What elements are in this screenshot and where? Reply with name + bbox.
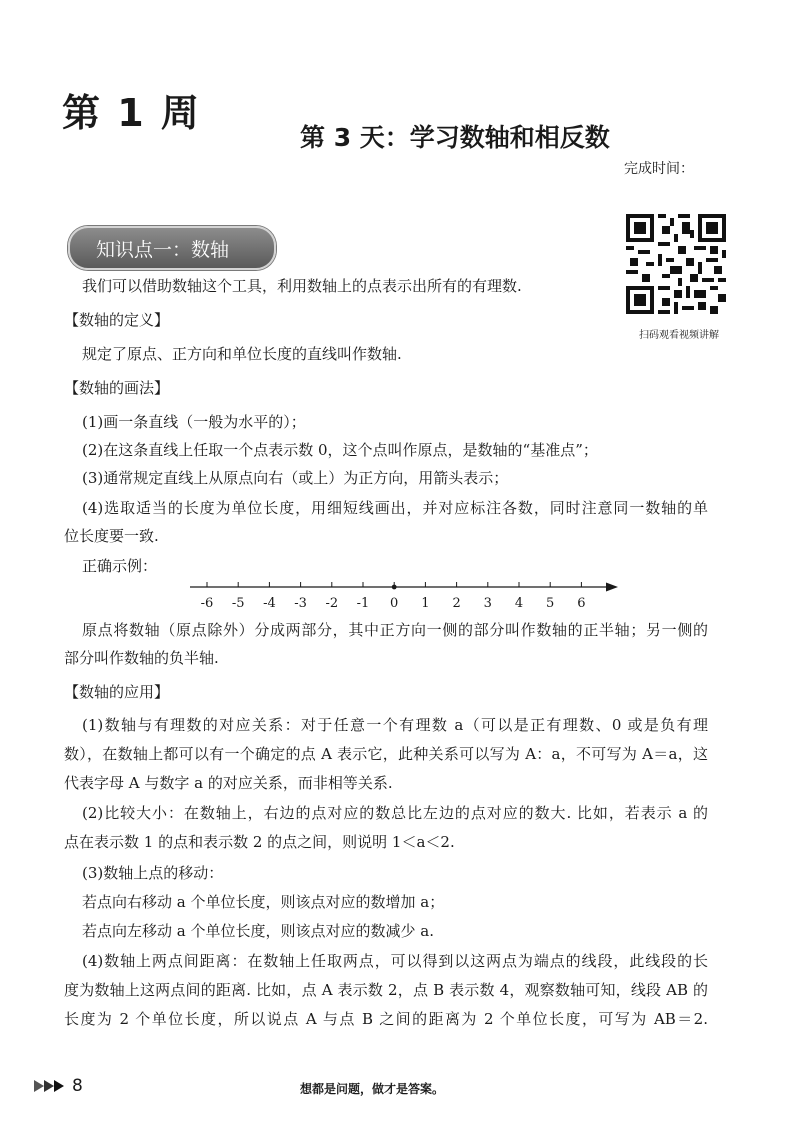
number-line-tick-label: -3 — [294, 596, 307, 611]
origin-point — [392, 585, 397, 590]
app-3-right-move: 若点向右移动 a 个单位长度，则该点对应的数增加 a； — [82, 893, 445, 911]
app-4-line-2: 度为数轴上这两点间的距离. 比如，点 A 表示数 2，点 B 表示数 4，观察数轴可知，线段 AB 的 — [64, 981, 708, 999]
number-line-tick-label: -5 — [231, 596, 245, 611]
number-line-tick-label: 4 — [514, 596, 524, 611]
app-4-line-3: 长度为 2 个单位长度，所以说点 A 与点 B 之间的距离为 2 个单位长度，可写为 AB＝2. — [64, 1010, 708, 1028]
section-header — [68, 226, 276, 270]
app-1-line-3: 代表字母 A 与数字 a 的对应关系，而非相等关系. — [64, 774, 393, 792]
drawing-step-4-line-2: 位长度要一致. — [64, 527, 159, 545]
app-4-line-1: (4)数轴上两点间距离：在数轴上任取两点，可以得到以这两点为端点的线段，此线段的长 — [82, 952, 708, 970]
halves-line-1: 原点将数轴（原点除外）分成两部分，其中正方向一侧的部分叫作数轴的正半轴；另一侧的 — [82, 621, 708, 639]
app-3-heading: (3)数轴上点的移动： — [82, 864, 224, 882]
day-title: 第 3 天：学习数轴和相反数 — [300, 123, 610, 152]
week-title: 第 1 周 — [62, 91, 201, 135]
drawing-step-2: (2)在这条直线上任取一个点表示数 0，这个点叫作原点，是数轴的“基准点”； — [82, 441, 598, 459]
section-title: 知识点一：数轴 — [96, 239, 230, 261]
number-line-tick-label: 1 — [421, 596, 430, 611]
app-3-left-move: 若点向左移动 a 个单位长度，则该点对应的数减少 a. — [82, 922, 434, 940]
number-line — [190, 578, 620, 614]
application-heading: 【数轴的应用】 — [64, 683, 170, 701]
double-arrow-icon — [34, 1078, 68, 1094]
number-line-tick-label: -4 — [263, 596, 276, 611]
number-line-tick-label: -2 — [325, 596, 339, 611]
app-2-line-2: 点在表示数 1 的点和表示数 2 的点之间，则说明 1＜a＜2. — [64, 833, 455, 851]
qr-code-icon[interactable] — [626, 214, 726, 318]
number-line-tick-label: 5 — [546, 596, 555, 611]
number-line-tick-label: 3 — [483, 596, 492, 611]
definition-text: 规定了原点、正方向和单位长度的直线叫作数轴. — [82, 345, 402, 363]
number-line-tick-label: -6 — [200, 596, 214, 611]
finish-time-label: 完成时间： — [624, 161, 694, 177]
app-1-line-2: 数），在数轴上都可以有一个确定的点 A 表示它，此种关系可以写为 A：a，不可写为 A＝a，这 — [64, 745, 708, 763]
intro-text: 我们可以借助数轴这个工具，利用数轴上的点表示出所有的有理数. — [82, 277, 522, 295]
number-line-tick-label: -1 — [356, 596, 370, 611]
qr-caption: 扫码观看视频讲解 — [639, 330, 719, 341]
number-line-tick-label: 2 — [452, 596, 461, 611]
halves-line-2: 部分叫作数轴的负半轴. — [64, 649, 219, 667]
number-line-tick-label: 0 — [390, 596, 399, 611]
drawing-step-3: (3)通常规定直线上从原点向右（或上）为正方向，用箭头表示； — [82, 469, 509, 487]
number-line-arrowhead — [606, 583, 618, 592]
app-1-line-1: (1)数轴与有理数的对应关系：对于任意一个有理数 a（可以是正有理数、0 或是负有理 — [82, 716, 708, 734]
example-label: 正确示例： — [82, 557, 158, 575]
drawing-step-4-line-1: (4)选取适当的长度为单位长度，用细短线画出，并对应标注各数，同时注意同一数轴的单 — [82, 499, 708, 517]
definition-heading: 【数轴的定义】 — [64, 311, 170, 329]
page-number: 8 — [72, 1076, 83, 1096]
number-line-tick-label: 6 — [577, 596, 586, 611]
drawing-heading: 【数轴的画法】 — [64, 379, 170, 397]
drawing-step-1: (1)画一条直线（一般为水平的）； — [82, 413, 306, 431]
footer-motto: 想都是问题，做才是答案。 — [300, 1082, 445, 1096]
app-2-line-1: (2)比较大小：在数轴上，右边的点对应的数总比左边的点对应的数大. 比如，若表示 a 的 — [82, 804, 708, 822]
